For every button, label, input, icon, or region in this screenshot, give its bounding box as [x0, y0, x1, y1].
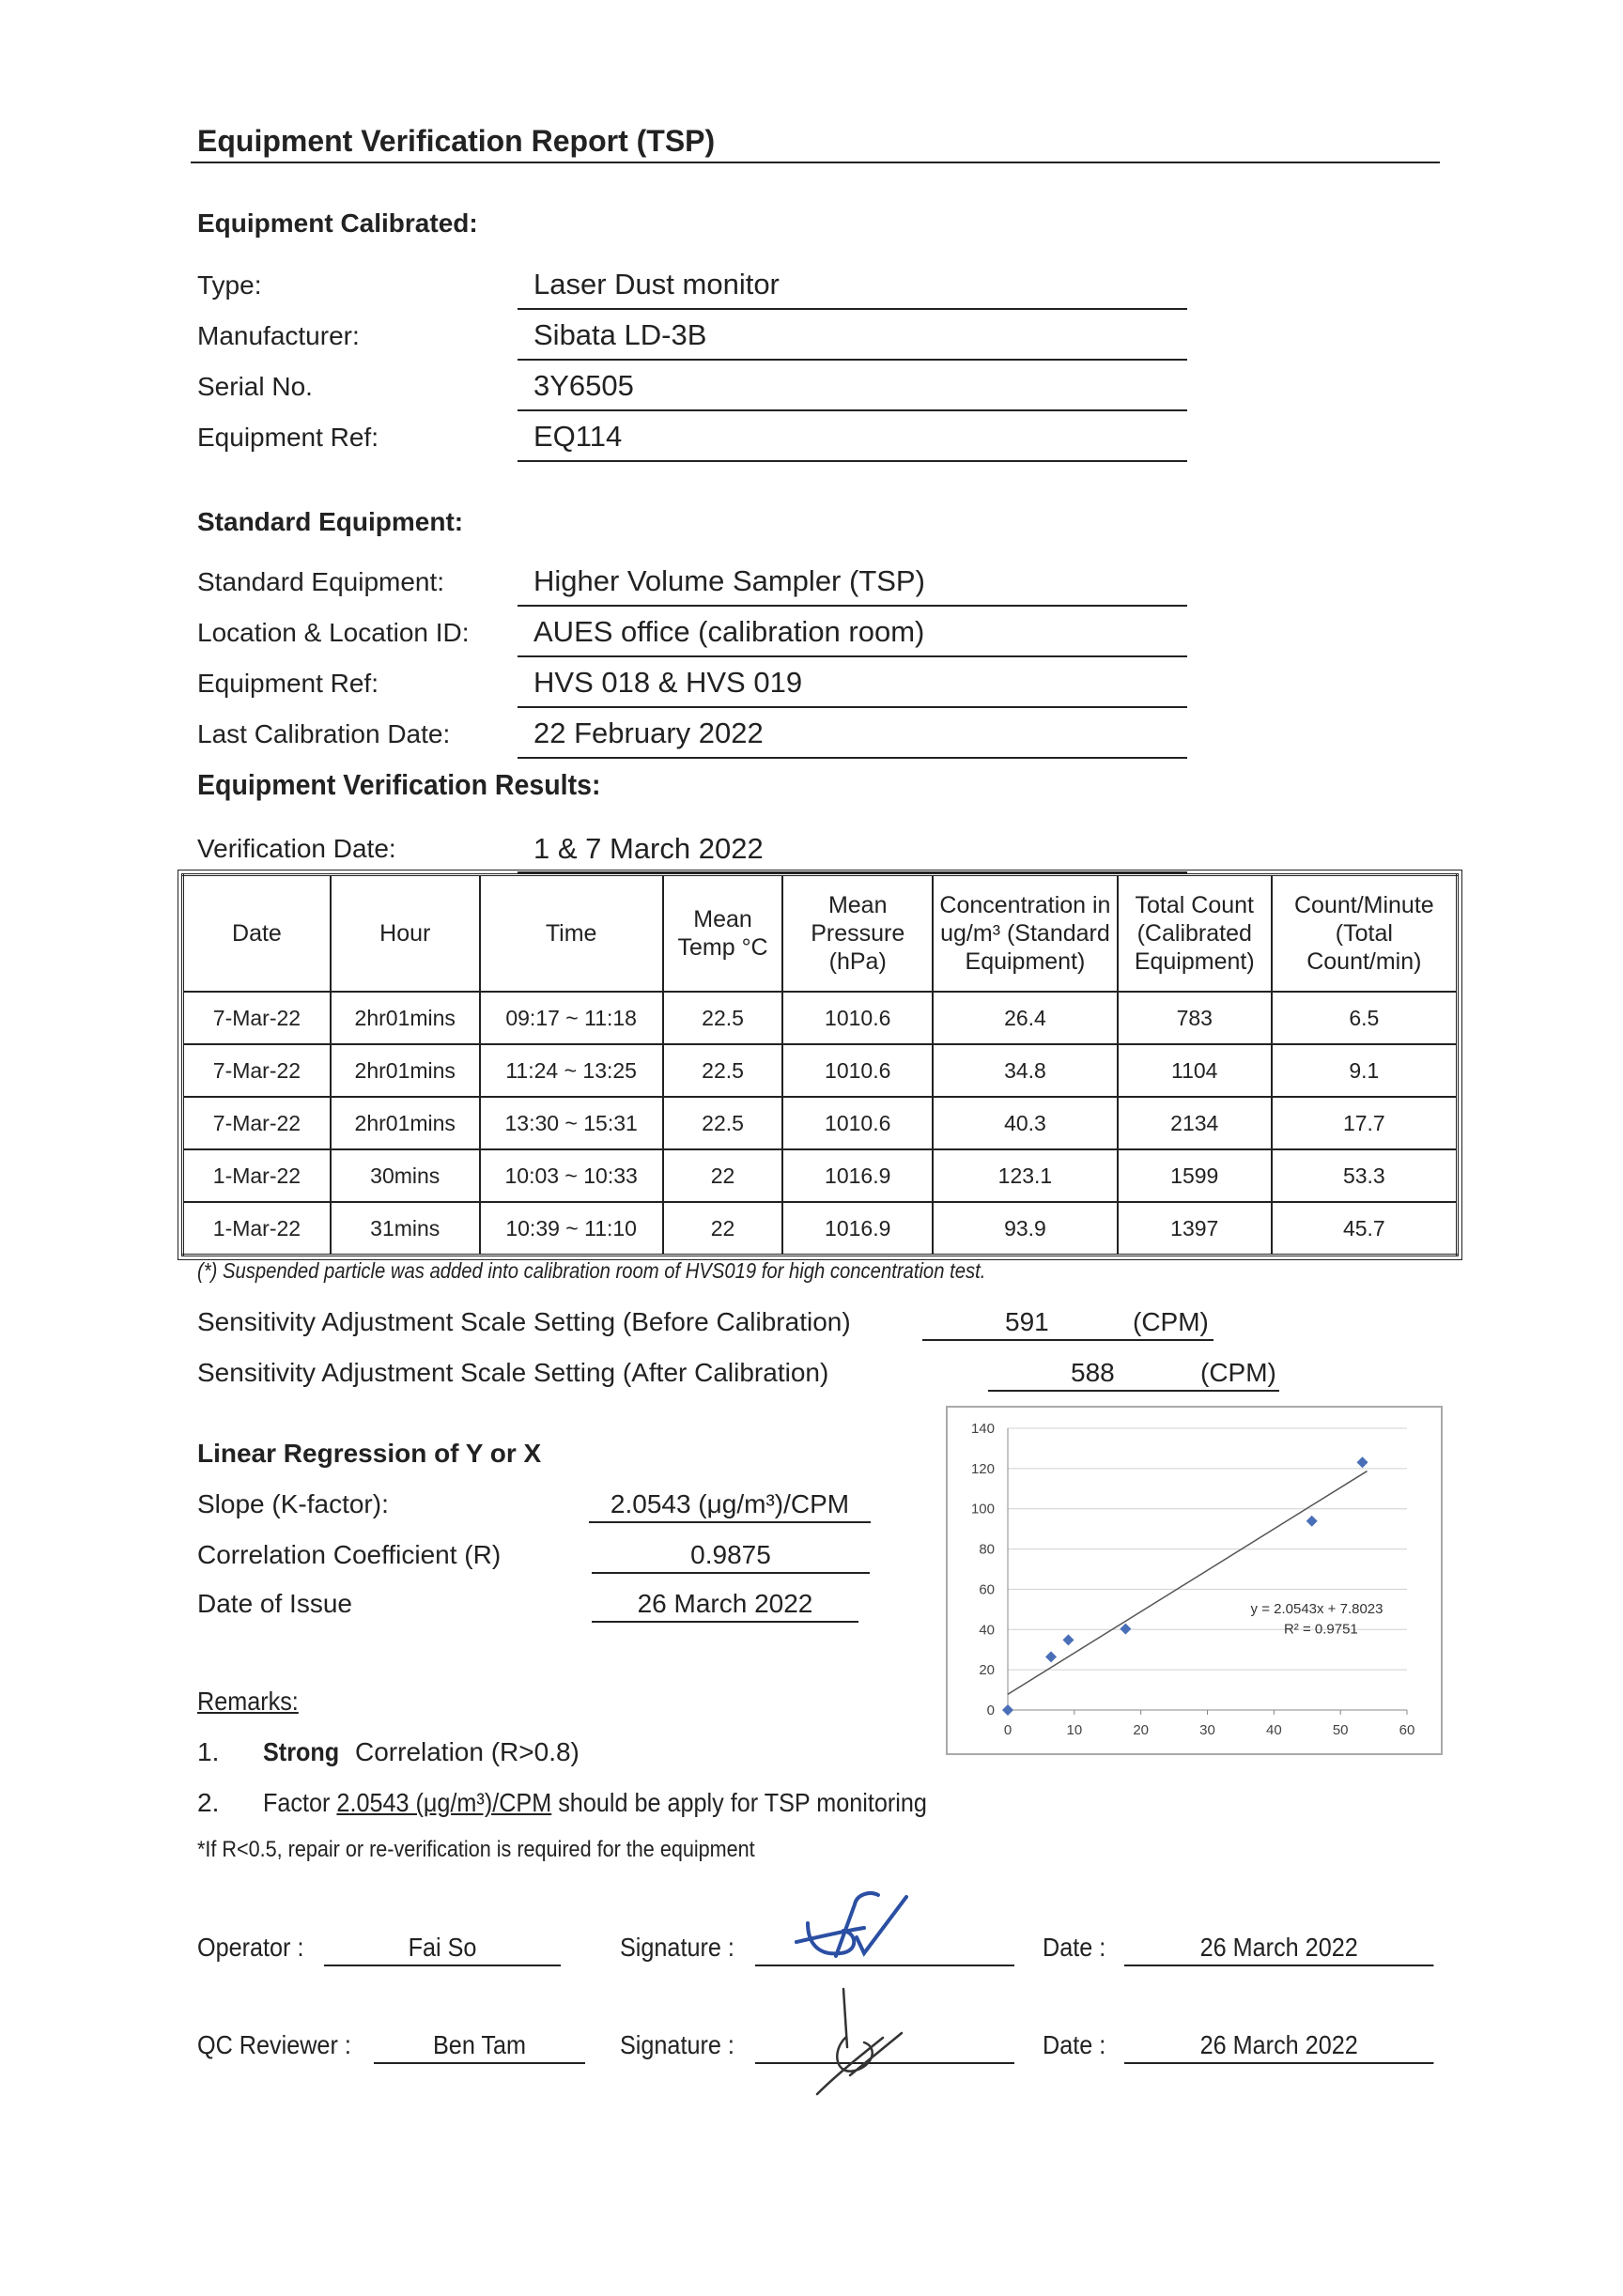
operator-name: Fai So: [324, 1933, 561, 1966]
cell-concentration: 123.1: [933, 1149, 1118, 1202]
verification-date-value: 1 & 7 March 2022: [533, 832, 764, 865]
field-underline: [518, 605, 1187, 607]
sensitivity-before-value: 591: [1005, 1307, 1049, 1336]
cell-pressure: 1010.6: [782, 1097, 933, 1149]
equation-label: y = 2.0543x + 7.8023: [1250, 1601, 1383, 1618]
issue-date-label: Date of Issue: [197, 1589, 352, 1618]
manufacturer-label: Manufacturer:: [197, 321, 360, 350]
cell-concentration: 40.3: [933, 1097, 1118, 1149]
reviewer-label: QC Reviewer :: [197, 2030, 351, 2059]
reviewer-name: Ben Tam: [374, 2030, 585, 2064]
remark-number-1: 1.: [197, 1737, 220, 1766]
cell-hour: 2hr01mins: [331, 1097, 480, 1149]
table-row: [183, 1202, 1458, 1256]
cell-concentration: 34.8: [933, 1044, 1118, 1097]
last-calibration-label: Last Calibration Date:: [197, 719, 451, 748]
cell-pressure: 1010.6: [782, 1044, 933, 1097]
operator-label: Operator :: [197, 1933, 304, 1962]
data-point: [1002, 1704, 1013, 1716]
cell-count-minute: 53.3: [1272, 1149, 1458, 1202]
trendline: [1008, 1472, 1368, 1695]
cell-temp: 22: [663, 1149, 783, 1202]
cell-total-count: 2134: [1118, 1097, 1272, 1149]
type-value: Laser Dust monitor: [533, 268, 780, 300]
cell-pressure: 1016.9: [782, 1149, 933, 1202]
std-equipment-ref-label: Equipment Ref:: [197, 669, 379, 698]
remark-2: [263, 1788, 927, 1818]
remark-2-pre: Factor: [263, 1788, 337, 1817]
x-tick-label: 60: [1399, 1722, 1415, 1738]
cell-temp: 22: [663, 1202, 783, 1256]
remarks-footnote: *If R<0.5, repair or re-verification is required for the equipment: [197, 1837, 755, 1862]
r-squared-label: R² = 0.9751: [1283, 1621, 1358, 1638]
data-point: [1045, 1651, 1057, 1662]
cell-time: 10:03 ~ 10:33: [480, 1149, 663, 1202]
sensitivity-before-field: [922, 1307, 1213, 1341]
cell-time: 13:30 ~ 15:31: [480, 1097, 663, 1149]
cell-date: 7-Mar-22: [183, 1044, 331, 1097]
field-underline: [518, 359, 1187, 361]
x-tick-label: 20: [1133, 1722, 1150, 1738]
remark-2-post: should be apply for TSP monitoring: [551, 1788, 927, 1817]
cell-total-count: 1104: [1118, 1044, 1272, 1097]
sensitivity-after-field: [988, 1358, 1279, 1392]
header-count-minute: Count/Minute (Total Count/min): [1272, 875, 1458, 993]
y-tick-label: 100: [970, 1501, 995, 1518]
cell-concentration: 93.9: [933, 1202, 1118, 1256]
manufacturer-value: Sibata LD-3B: [533, 318, 707, 351]
cell-total-count: 783: [1118, 992, 1272, 1044]
field-underline: [518, 655, 1187, 657]
operator-date-label: Date :: [1043, 1933, 1106, 1962]
header-date: Date: [183, 875, 331, 993]
remark-2-factor: 2.0543 (μg/m³)/CPM: [336, 1788, 552, 1817]
header-time: Time: [480, 875, 663, 993]
data-point: [1306, 1516, 1318, 1527]
cell-time: 11:24 ~ 13:25: [480, 1044, 663, 1097]
table-row: [183, 992, 1458, 1044]
verification-results-heading: Equipment Verification Results:: [197, 768, 601, 801]
last-calibration-value: 22 February 2022: [533, 717, 764, 749]
cell-date: 7-Mar-22: [183, 1097, 331, 1149]
cell-hour: 2hr01mins: [331, 992, 480, 1044]
cell-total-count: 1397: [1118, 1202, 1272, 1256]
sensitivity-after-unit: (CPM): [1200, 1358, 1276, 1387]
regression-chart-svg: [948, 1408, 1441, 1753]
location-value: AUES office (calibration room): [533, 615, 925, 648]
y-tick-label: 60: [979, 1581, 995, 1598]
y-tick-label: 20: [979, 1662, 995, 1679]
field-underline: [518, 308, 1187, 310]
standard-equipment-label: Standard Equipment:: [197, 567, 445, 596]
slope-value: 2.0543 (μg/m³)/CPM: [589, 1489, 871, 1523]
cell-count-minute: 9.1: [1272, 1044, 1458, 1097]
type-label: Type:: [197, 270, 262, 300]
sensitivity-before-label: Sensitivity Adjustment Scale Setting (Before Calibration): [197, 1307, 851, 1336]
table-row: [183, 1149, 1458, 1202]
remark-1: [263, 1737, 580, 1767]
cell-temp: 22.5: [663, 1097, 783, 1149]
equipment-ref-value: EQ114: [533, 420, 623, 453]
reviewer-signature-label: Signature :: [620, 2030, 734, 2059]
std-equipment-ref-value: HVS 018 & HVS 019: [533, 666, 803, 699]
table-row: [183, 1044, 1458, 1097]
y-tick-label: 40: [979, 1622, 995, 1639]
cell-pressure: 1010.6: [782, 992, 933, 1044]
regression-heading: Linear Regression of Y or X: [197, 1439, 542, 1468]
cell-date: 1-Mar-22: [183, 1149, 331, 1202]
reviewer-date-value: 26 March 2022: [1124, 2030, 1433, 2064]
cell-hour: 31mins: [331, 1202, 480, 1256]
data-point: [1357, 1456, 1368, 1468]
standard-equipment-heading: Standard Equipment:: [197, 507, 464, 536]
remarks-heading: Remarks:: [197, 1687, 299, 1716]
field-underline: [518, 757, 1187, 759]
equipment-calibrated-heading: Equipment Calibrated:: [197, 208, 478, 238]
cell-count-minute: 45.7: [1272, 1202, 1458, 1256]
cell-count-minute: 17.7: [1272, 1097, 1458, 1149]
cell-time: 09:17 ~ 11:18: [480, 992, 663, 1044]
cell-hour: 2hr01mins: [331, 1044, 480, 1097]
operator-signature-image: [789, 1886, 920, 1970]
sensitivity-before-unit: (CPM): [1133, 1307, 1209, 1336]
y-tick-label: 80: [979, 1541, 995, 1558]
issue-date-value: 26 March 2022: [592, 1589, 858, 1623]
data-point: [1062, 1634, 1074, 1645]
x-tick-label: 40: [1265, 1722, 1282, 1738]
sensitivity-after-label: Sensitivity Adjustment Scale Setting (After Calibration): [197, 1358, 829, 1387]
cell-time: 10:39 ~ 11:10: [480, 1202, 663, 1256]
cell-hour: 30mins: [331, 1149, 480, 1202]
header-mean-temp: Mean Temp °C: [663, 875, 783, 993]
serial-value: 3Y6505: [533, 369, 634, 402]
cell-count-minute: 6.5: [1272, 992, 1458, 1044]
cell-concentration: 26.4: [933, 992, 1118, 1044]
header-total-count: Total Count (Calibrated Equipment): [1118, 875, 1272, 993]
operator-signature-label: Signature :: [620, 1933, 734, 1962]
header-hour: Hour: [331, 875, 480, 993]
data-point: [1120, 1624, 1131, 1635]
correlation-label: Correlation Coefficient (R): [197, 1540, 502, 1569]
reviewer-signature-image: [808, 1981, 920, 2103]
verification-date-label: Verification Date:: [197, 834, 396, 863]
field-underline: [518, 706, 1187, 708]
cell-temp: 22.5: [663, 992, 783, 1044]
remark-1-text: Correlation (R>0.8): [348, 1737, 580, 1766]
cell-pressure: 1016.9: [782, 1202, 933, 1256]
y-tick-label: 120: [970, 1460, 995, 1477]
table-note: (*) Suspended particle was added into calibration room of HVS019 for high concentration test.: [197, 1258, 986, 1283]
reviewer-date-label: Date :: [1043, 2030, 1106, 2059]
report-title: Equipment Verification Report (TSP): [197, 124, 716, 158]
remark-number-2: 2.: [197, 1788, 220, 1817]
cell-temp: 22.5: [663, 1044, 783, 1097]
results-table: [181, 873, 1459, 1256]
x-tick-label: 0: [1003, 1722, 1012, 1738]
location-label: Location & Location ID:: [197, 618, 470, 647]
equipment-ref-label: Equipment Ref:: [197, 423, 379, 452]
header-concentration: Concentration in ug/m³ (Standard Equipment): [933, 875, 1118, 993]
cell-total-count: 1599: [1118, 1149, 1272, 1202]
correlation-value: 0.9875: [592, 1540, 870, 1574]
y-tick-label: 140: [970, 1421, 995, 1437]
slope-label: Slope (K-factor):: [197, 1489, 389, 1518]
x-tick-label: 10: [1066, 1722, 1083, 1738]
cell-date: 1-Mar-22: [183, 1202, 331, 1256]
operator-date-value: 26 March 2022: [1124, 1933, 1433, 1966]
serial-label: Serial No.: [197, 372, 313, 401]
header-mean-pressure: Mean Pressure (hPa): [782, 875, 933, 993]
y-tick-label: 0: [986, 1703, 995, 1718]
cell-date: 7-Mar-22: [183, 992, 331, 1044]
regression-chart: [946, 1406, 1443, 1755]
sensitivity-after-value: 588: [1071, 1358, 1115, 1387]
title-rule: [191, 162, 1440, 163]
remark-1-bold: Strong: [263, 1737, 340, 1766]
field-underline: [518, 460, 1187, 462]
table-header-row: [183, 875, 1458, 993]
x-tick-label: 30: [1199, 1722, 1215, 1738]
standard-equipment-value: Higher Volume Sampler (TSP): [533, 564, 925, 597]
table-row: [183, 1097, 1458, 1149]
field-underline: [518, 409, 1187, 411]
x-tick-label: 50: [1332, 1722, 1349, 1738]
